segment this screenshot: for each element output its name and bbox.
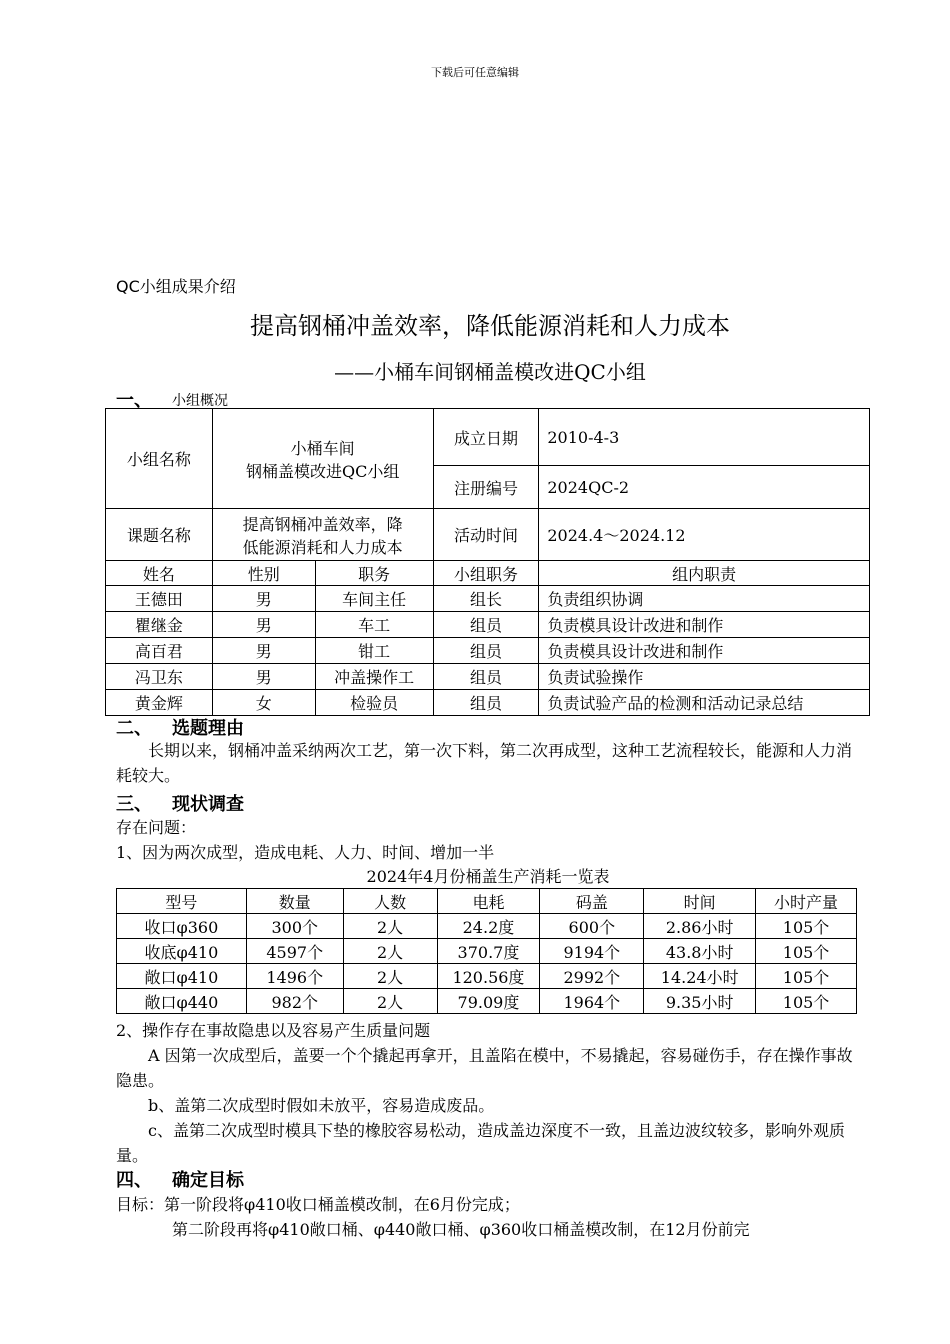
group-name-value: 小桶车间 钢桶盖模改进QC小组 — [212, 409, 433, 509]
table-row: 瞿继金 男 车工 组员 负责模具设计改进和制作 — [106, 612, 870, 638]
topic-value: 提高钢桶冲盖效率，降 低能源消耗和人力成本 — [212, 509, 433, 561]
table-row: 收口φ360 300个 2人 24.2度 600个 2.86小时 105个 — [117, 914, 857, 939]
group-name-label: 小组名称 — [106, 409, 213, 509]
problem-item-2b: b、盖第二次成型时假如未放平，容易造成废品。 — [148, 1096, 495, 1115]
goal-line-1: 目标：第一阶段将φ410收口桶盖模改制，在6月份完成； — [116, 1195, 520, 1214]
col-quantity: 数量 — [246, 889, 343, 914]
header-position: 职务 — [315, 561, 433, 586]
col-workers: 人数 — [343, 889, 437, 914]
col-hourly-output: 小时产量 — [756, 889, 857, 914]
established-label: 成立日期 — [433, 409, 539, 466]
period-label: 活动时间 — [433, 509, 539, 561]
doc-label: QC小组成果介绍 — [116, 277, 236, 296]
doc-title: 提高钢桶冲盖效率，降低能源消耗和人力成本 — [250, 312, 730, 340]
reg-label: 注册编号 — [433, 466, 539, 509]
table-row: 敞口φ440 982个 2人 79.09度 1964个 9.35小时 105个 — [117, 989, 857, 1014]
problem-item-2: 2、操作存在事故隐患以及容易产生质量问题 — [116, 1021, 431, 1040]
table-row: 敞口φ410 1496个 2人 120.56度 2992个 14.24小时 105个 — [117, 964, 857, 989]
table-row: 收底φ410 4597个 2人 370.7度 9194个 43.8小时 105个 — [117, 939, 857, 964]
table-caption: 2024年4月份桶盖生产消耗一览表 — [366, 867, 610, 886]
table-row: 黄金辉 女 检验员 组员 负责试验产品的检测和活动记录总结 — [106, 690, 870, 716]
problem-item-2a: A 因第一次成型后，盖要一个个撬起再拿开，且盖陷在模中，不易撬起，容易碰伤手，存在操作事故隐患。 — [116, 1046, 853, 1090]
header-duty: 组内职责 — [539, 561, 870, 586]
problems-label: 存在问题： — [116, 818, 197, 837]
col-power: 电耗 — [437, 889, 540, 914]
problem-item-1: 1、因为两次成型，造成电耗、人力、时间、增加一半 — [116, 843, 495, 862]
header-note: 下载后可任意编辑 — [431, 66, 519, 79]
problem-item-2c: c、盖第二次成型时模具下垫的橡胶容易松动，造成盖边深度不一致，且盖边波纹较多，影响外观质量。 — [116, 1121, 845, 1165]
table-row: 王德田 男 车间主任 组长 负责组织协调 — [106, 586, 870, 612]
header-gender: 性别 — [212, 561, 315, 586]
reg-value: 2024QC-2 — [539, 466, 870, 509]
header-name: 姓名 — [106, 561, 213, 586]
col-time: 时间 — [644, 889, 756, 914]
section-1-number: 一、 — [116, 390, 152, 411]
table-row: 冯卫东 男 冲盖操作工 组员 负责试验操作 — [106, 664, 870, 690]
reason-paragraph: 长期以来，钢桶冲盖采纳两次工艺，第一次下料，第二次再成型，这种工艺流程较长，能源和人力消耗较大。 — [116, 741, 853, 785]
established-value: 2010-4-3 — [539, 409, 870, 466]
col-stacked: 码盖 — [540, 889, 644, 914]
group-overview-table — [105, 408, 870, 716]
goal-line-2: 第二阶段再将φ410敞口桶、φ440敞口桶、φ360收口桶盖模改制，在12月份前完 — [172, 1220, 750, 1239]
consumption-table — [116, 888, 857, 1014]
col-model: 型号 — [117, 889, 247, 914]
doc-subtitle: ——小桶车间钢桶盖模改进QC小组 — [334, 360, 646, 384]
section-1-title: 小组概况 — [172, 393, 228, 409]
section-2-heading: 二、 选题理由 — [116, 718, 244, 739]
table-row: 高百君 男 钳工 组员 负责模具设计改进和制作 — [106, 638, 870, 664]
section-3-heading: 三、 现状调查 — [116, 794, 244, 815]
period-value: 2024.4～2024.12 — [539, 509, 870, 561]
section-4-heading: 四、 确定目标 — [116, 1170, 244, 1191]
header-group-role: 小组职务 — [433, 561, 539, 586]
topic-label: 课题名称 — [106, 509, 213, 561]
